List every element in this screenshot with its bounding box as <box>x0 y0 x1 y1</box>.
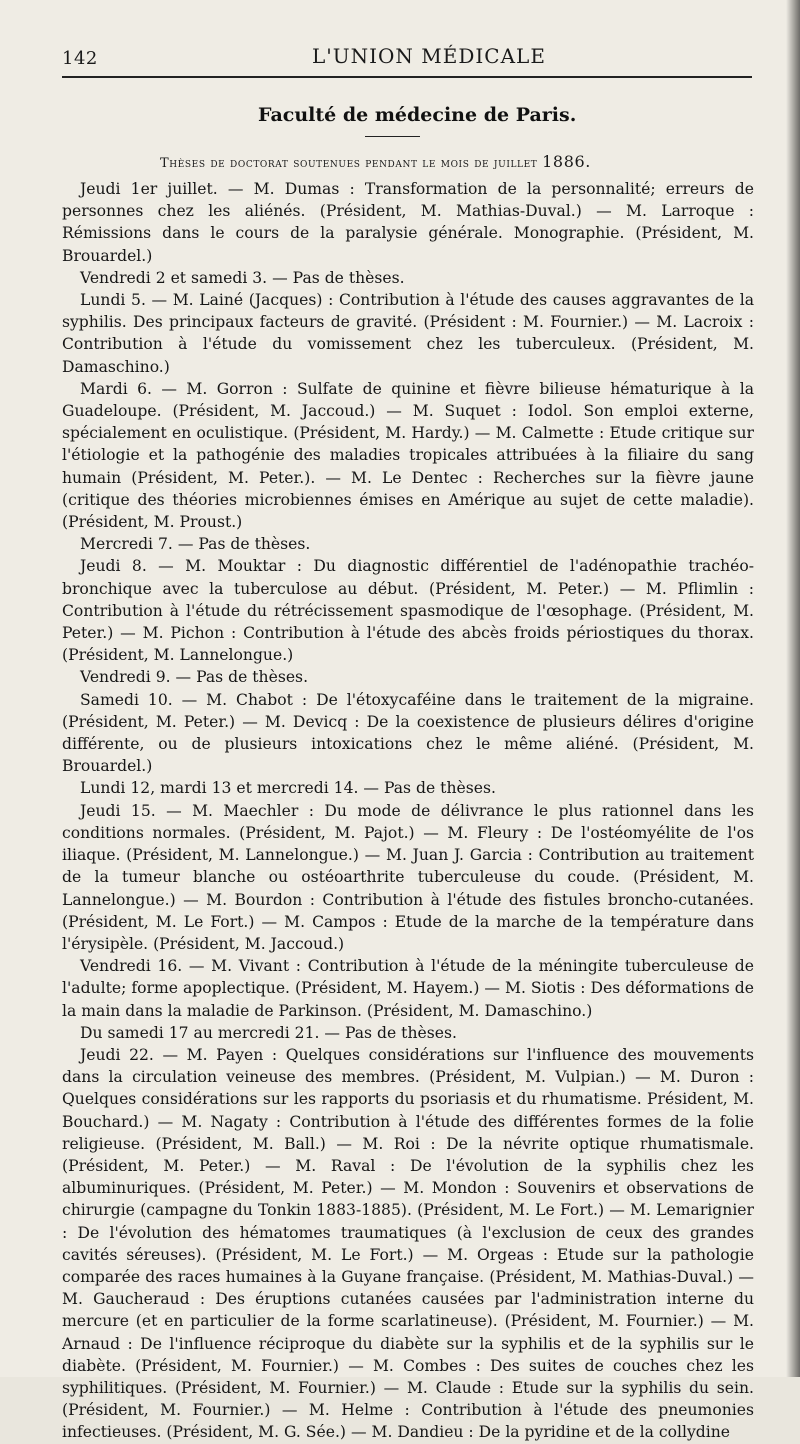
running-title: L'UNION MÉDICALE <box>312 44 546 68</box>
entry-jeudi-8: Jeudi 8. — M. Mouktar : Du diagnostic différentiel de l'adénopathie trachéo-bronchique avec la tuberculose au début. (Président, M. Peter.) — M. Pflimlin : Contribution à l'étude du rétrécissement spasmodique de l'œsophage. (Président, M. Peter.) — M. Pichon : Contribution à l'étude des abcès froids périostiques du thorax. (Président, M. Lannelongue.) <box>62 557 754 665</box>
page-number: 142 <box>62 48 98 69</box>
entry-lundi-12: Lundi 12, mardi 13 et mercredi 14. — Pas de thèses. <box>80 779 496 798</box>
subtitle-year: 1886. <box>542 152 591 171</box>
subtitle-text: Thèses de doctorat soutenues pendant le mois de juillet <box>160 156 538 171</box>
header-rule <box>62 76 752 78</box>
section-subtitle <box>160 152 591 171</box>
entry-vendredi-2: Vendredi 2 et samedi 3. — Pas de thèses. <box>80 268 405 287</box>
thesis-list <box>62 178 754 1444</box>
entry-mardi-6: Mardi 6. — M. Gorron : Sulfate de quinine et fièvre bilieuse hématurique à la Guadeloupe. (Président, M. Jaccoud.) — M. Suquet : Iodol. Son emploi externe, spécialement en oculistique. (Président, M. Hardy.) — M. Calmette : Etude critique sur l'étiologie et la pathogénie des maladies tropicales attribuées à la filiaire du sang humain (Président, M. Peter.). — M. Le Dentec : Recherches sur la fièvre jaune (critique des théories microbiennes émises en Amérique au sujet de cette maladie). (Président, M. Proust.) <box>62 379 754 532</box>
entry-vendredi-9: Vendredi 9. — Pas de thèses. <box>80 668 309 687</box>
entry-jeudi-22: Jeudi 22. — M. Payen : Quelques considérations sur l'influence des mouvements dans la circulation veineuse des membres. (Président, M. Vulpian.) — M. Duron : Quelques considérations sur les rapports du psoriasis et du rhumatisme. Président, M. Bouchard.) — M. Nagaty : Contribution à l'étude des différentes formes de la folie religieuse. (Président, M. Ball.) — M. Roi : De la névrite optique rhumatismale. (Président, M. Peter.) — M. Raval : De l'évolution de la syphilis chez les albuminuriques. (Président, M. Peter.) — M. Mondon : Souvenirs et observations de chirurgie (campagne du Tonkin 1883-1885). (Président, M. Le Fort.) — M. Lemarignier : De l'évolution des hématomes traumatiques (à l'exclusion de ceux des grandes cavités séreuses). (Président, M. Le Fort.) — M. Orgeas : Etude sur la pathologie comparée des races humaines à la Guyane française. (Président, M. Mathias-Duval.) — M. Gaucheraud : Des éruptions cutanées causées par l'administration interne du mercure (et en particulier de la forme scarlatineuse). (Président, M. Fournier.) — M. Arnaud : De l'influence réciproque du diabète sur la syphilis et de la syphilis sur le diabète. (Président, M. Fournier.) — M. Combes : Des suites de couches chez les syphilitiques. (Président, M. Fournier.) — M. Claude : Etude sur la syphilis du sein. (Président, M. Fournier.) — M. Helme : Contribution à l'étude des pneumonies infectieuses. (Président, M. G. Sée.) — M. Dandieu : De la pyridine et de la collydine <box>62 1045 754 1442</box>
entry-vendredi-16: Vendredi 16. — M. Vivant : Contribution à l'étude de la méningite tuberculeuse de l'adulte; forme apoplectique. (Président, M. Hayem.) — M. Siotis : Des déformations de la main dans la maladie de Parkinson. (Président, M. Damaschino.) <box>62 957 754 1020</box>
title-rule <box>365 136 420 137</box>
entry-jeudi-15: Jeudi 15. — M. Maechler : Du mode de délivrance le plus rationnel dans les conditions normales. (Président, M. Pajot.) — M. Fleury : De l'ostéomyélite de l'os iliaque. (Président, M. Lannelongue.) — M. Juan J. Garcia : Contribution au traitement de la tumeur blanche ou ostéoarthrite tuberculeuse du coude. (Président, M. Lannelongue.) — M. Bourdon : Contribution à l'étude des fistules broncho-cutanées. (Président, M. Le Fort.) — M. Campos : Etude de la marche de la température dans l'érysipèle. (Président, M. Jaccoud.) <box>62 801 754 953</box>
section-title: Faculté de médecine de Paris. <box>258 104 577 126</box>
entry-samedi-17: Du samedi 17 au mercredi 21. — Pas de thèses. <box>80 1023 457 1042</box>
entry-mercredi-7: Mercredi 7. — Pas de thèses. <box>80 535 311 554</box>
page-header <box>62 40 752 74</box>
entry-jeudi-1: Jeudi 1er juillet. — M. Dumas : Transformation de la personnalité; erreurs de personnes chez les aliénés. (Président, M. Mathias-Duval.) — M. Larroque : Rémissions dans le cours de la paralysie générale. Monographie. (Président, M. Brouardel.) <box>62 180 754 265</box>
page-edge-shadow <box>786 0 800 1377</box>
entry-samedi-10: Samedi 10. — M. Chabot : De l'étoxycaféine dans le traitement de la migraine. (Président, M. Peter.) — M. Devicq : De la coexistence de plusieurs délires d'origine différente, ou de plusieurs intoxications chez le même aliéné. (Président, M. Brouardel.) <box>62 690 754 776</box>
entry-lundi-5: Lundi 5. — M. Lainé (Jacques) : Contribution à l'étude des causes aggravantes de la syphilis. Des principaux facteurs de gravité. (Président : M. Fournier.) — M. Lacroix : Contribution à l'étude du vomissement chez les tuberculeux. (Président, M. Damaschino.) <box>62 291 754 376</box>
